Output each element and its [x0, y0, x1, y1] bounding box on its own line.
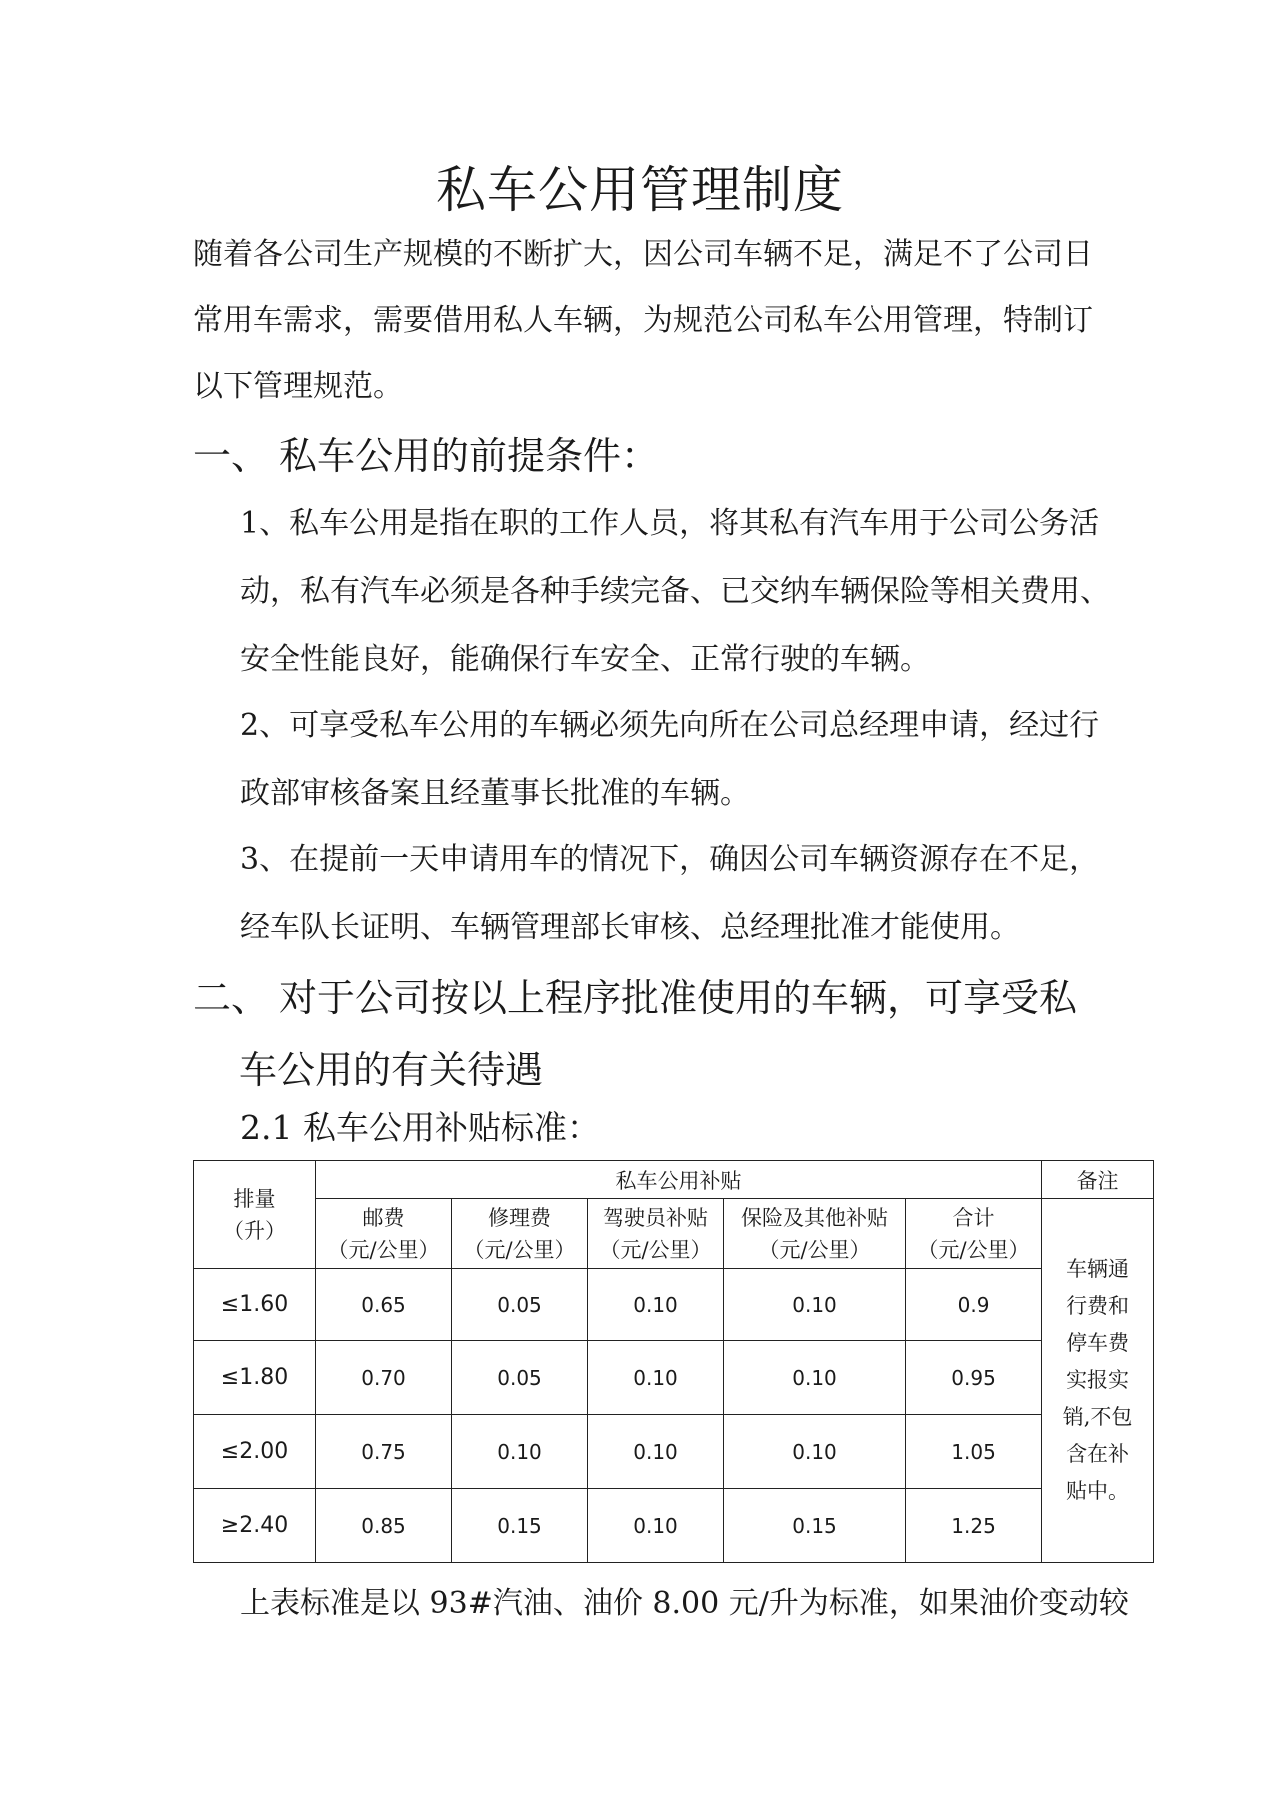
- displacement-header: 排量 （升）: [194, 1161, 316, 1269]
- table-row: [194, 1269, 1154, 1341]
- intro-line: 随着各公司生产规模的不断扩大，因公司车辆不足，满足不了公司日: [193, 237, 1093, 272]
- displacement-cell: ≤1.80: [194, 1341, 316, 1415]
- value-cell: 0.9: [906, 1269, 1042, 1341]
- value-cell: 0.10: [452, 1415, 588, 1489]
- section-1-item-1: [240, 490, 1110, 694]
- table-subheader-row: [194, 1199, 1154, 1269]
- note-cell: 车辆通 行费和 停车费 实报实 销,不包 含在补 贴中。: [1042, 1199, 1154, 1563]
- value-cell: 0.10: [724, 1269, 906, 1341]
- value-cell: 1.25: [906, 1489, 1042, 1563]
- table-row: [194, 1489, 1154, 1563]
- value-cell: 0.05: [452, 1341, 588, 1415]
- value-cell: 0.15: [724, 1489, 906, 1563]
- displacement-cell: ≤1.60: [194, 1269, 316, 1341]
- intro-paragraph: [193, 222, 1093, 420]
- section-1-heading: [193, 420, 1093, 492]
- value-cell: 0.85: [316, 1489, 452, 1563]
- item-line: 1、私车公用是指在职的工作人员，将其私有汽车用于公司公务活: [240, 506, 1100, 541]
- section-1-number: 一、: [193, 434, 270, 478]
- displacement-cell: ≤2.00: [194, 1415, 316, 1489]
- note-header: 备注: [1042, 1161, 1154, 1199]
- table-header-row: [194, 1161, 1154, 1199]
- footer-paragraph: 上表标准是以 93#汽油、油价 8.00 元/升为标准，如果油价变动较: [240, 1586, 1129, 1621]
- value-cell: 0.75: [316, 1415, 452, 1489]
- intro-line: 常用车需求，需要借用私人车辆，为规范公司私车公用管理，特制订: [193, 303, 1093, 338]
- intro-line: 以下管理规范。: [193, 369, 403, 404]
- value-cell: 0.05: [452, 1269, 588, 1341]
- value-cell: 1.05: [906, 1415, 1042, 1489]
- value-cell: 0.10: [588, 1269, 724, 1341]
- section-2-title-line-1: 对于公司按以上程序批准使用的车辆，可享受私: [279, 976, 1078, 1020]
- page-title: 私车公用管理制度: [436, 161, 844, 219]
- section-2-heading: [193, 962, 1093, 1106]
- section-1-title: 私车公用的前提条件：: [279, 434, 660, 478]
- table-row: [194, 1341, 1154, 1415]
- subsidy-table: [193, 1160, 1154, 1563]
- item-line: 安全性能良好，能确保行车安全、正常行驶的车辆。: [240, 642, 930, 677]
- value-cell: 0.10: [588, 1489, 724, 1563]
- item-line: 3、在提前一天申请用车的情况下，确因公司车辆资源存在不足，: [240, 842, 1100, 877]
- value-cell: 0.15: [452, 1489, 588, 1563]
- column-header: 保险及其他补贴 （元/公里）: [724, 1199, 906, 1269]
- section-1-item-2: [240, 692, 1100, 828]
- subsidy-group-header: 私车公用补贴: [316, 1161, 1042, 1199]
- table-row: [194, 1415, 1154, 1489]
- value-cell: 0.95: [906, 1341, 1042, 1415]
- item-line: 政部审核备案且经董事长批准的车辆。: [240, 776, 750, 811]
- section-1-item-3: [240, 826, 1100, 962]
- item-line: 动，私有汽车必须是各种手续完备、已交纳车辆保险等相关费用、: [240, 574, 1110, 609]
- value-cell: 0.10: [724, 1415, 906, 1489]
- section-2-title-line-2: 车公用的有关待遇: [239, 1048, 544, 1092]
- value-cell: 0.70: [316, 1341, 452, 1415]
- displacement-cell: ≥2.40: [194, 1489, 316, 1563]
- column-header: 邮费 （元/公里）: [316, 1199, 452, 1269]
- column-header: 合计 （元/公里）: [906, 1199, 1042, 1269]
- section-2-number: 二、: [193, 976, 270, 1020]
- item-line: 经车队长证明、车辆管理部长审核、总经理批准才能使用。: [240, 910, 1020, 945]
- value-cell: 0.10: [588, 1341, 724, 1415]
- value-cell: 0.65: [316, 1269, 452, 1341]
- column-header: 驾驶员补贴 （元/公里）: [588, 1199, 724, 1269]
- value-cell: 0.10: [724, 1341, 906, 1415]
- column-header: 修理费 （元/公里）: [452, 1199, 588, 1269]
- item-line: 2、可享受私车公用的车辆必须先向所在公司总经理申请，经过行: [240, 708, 1100, 743]
- value-cell: 0.10: [588, 1415, 724, 1489]
- subsection-heading: 2.1 私车公用补贴标准：: [240, 1108, 600, 1147]
